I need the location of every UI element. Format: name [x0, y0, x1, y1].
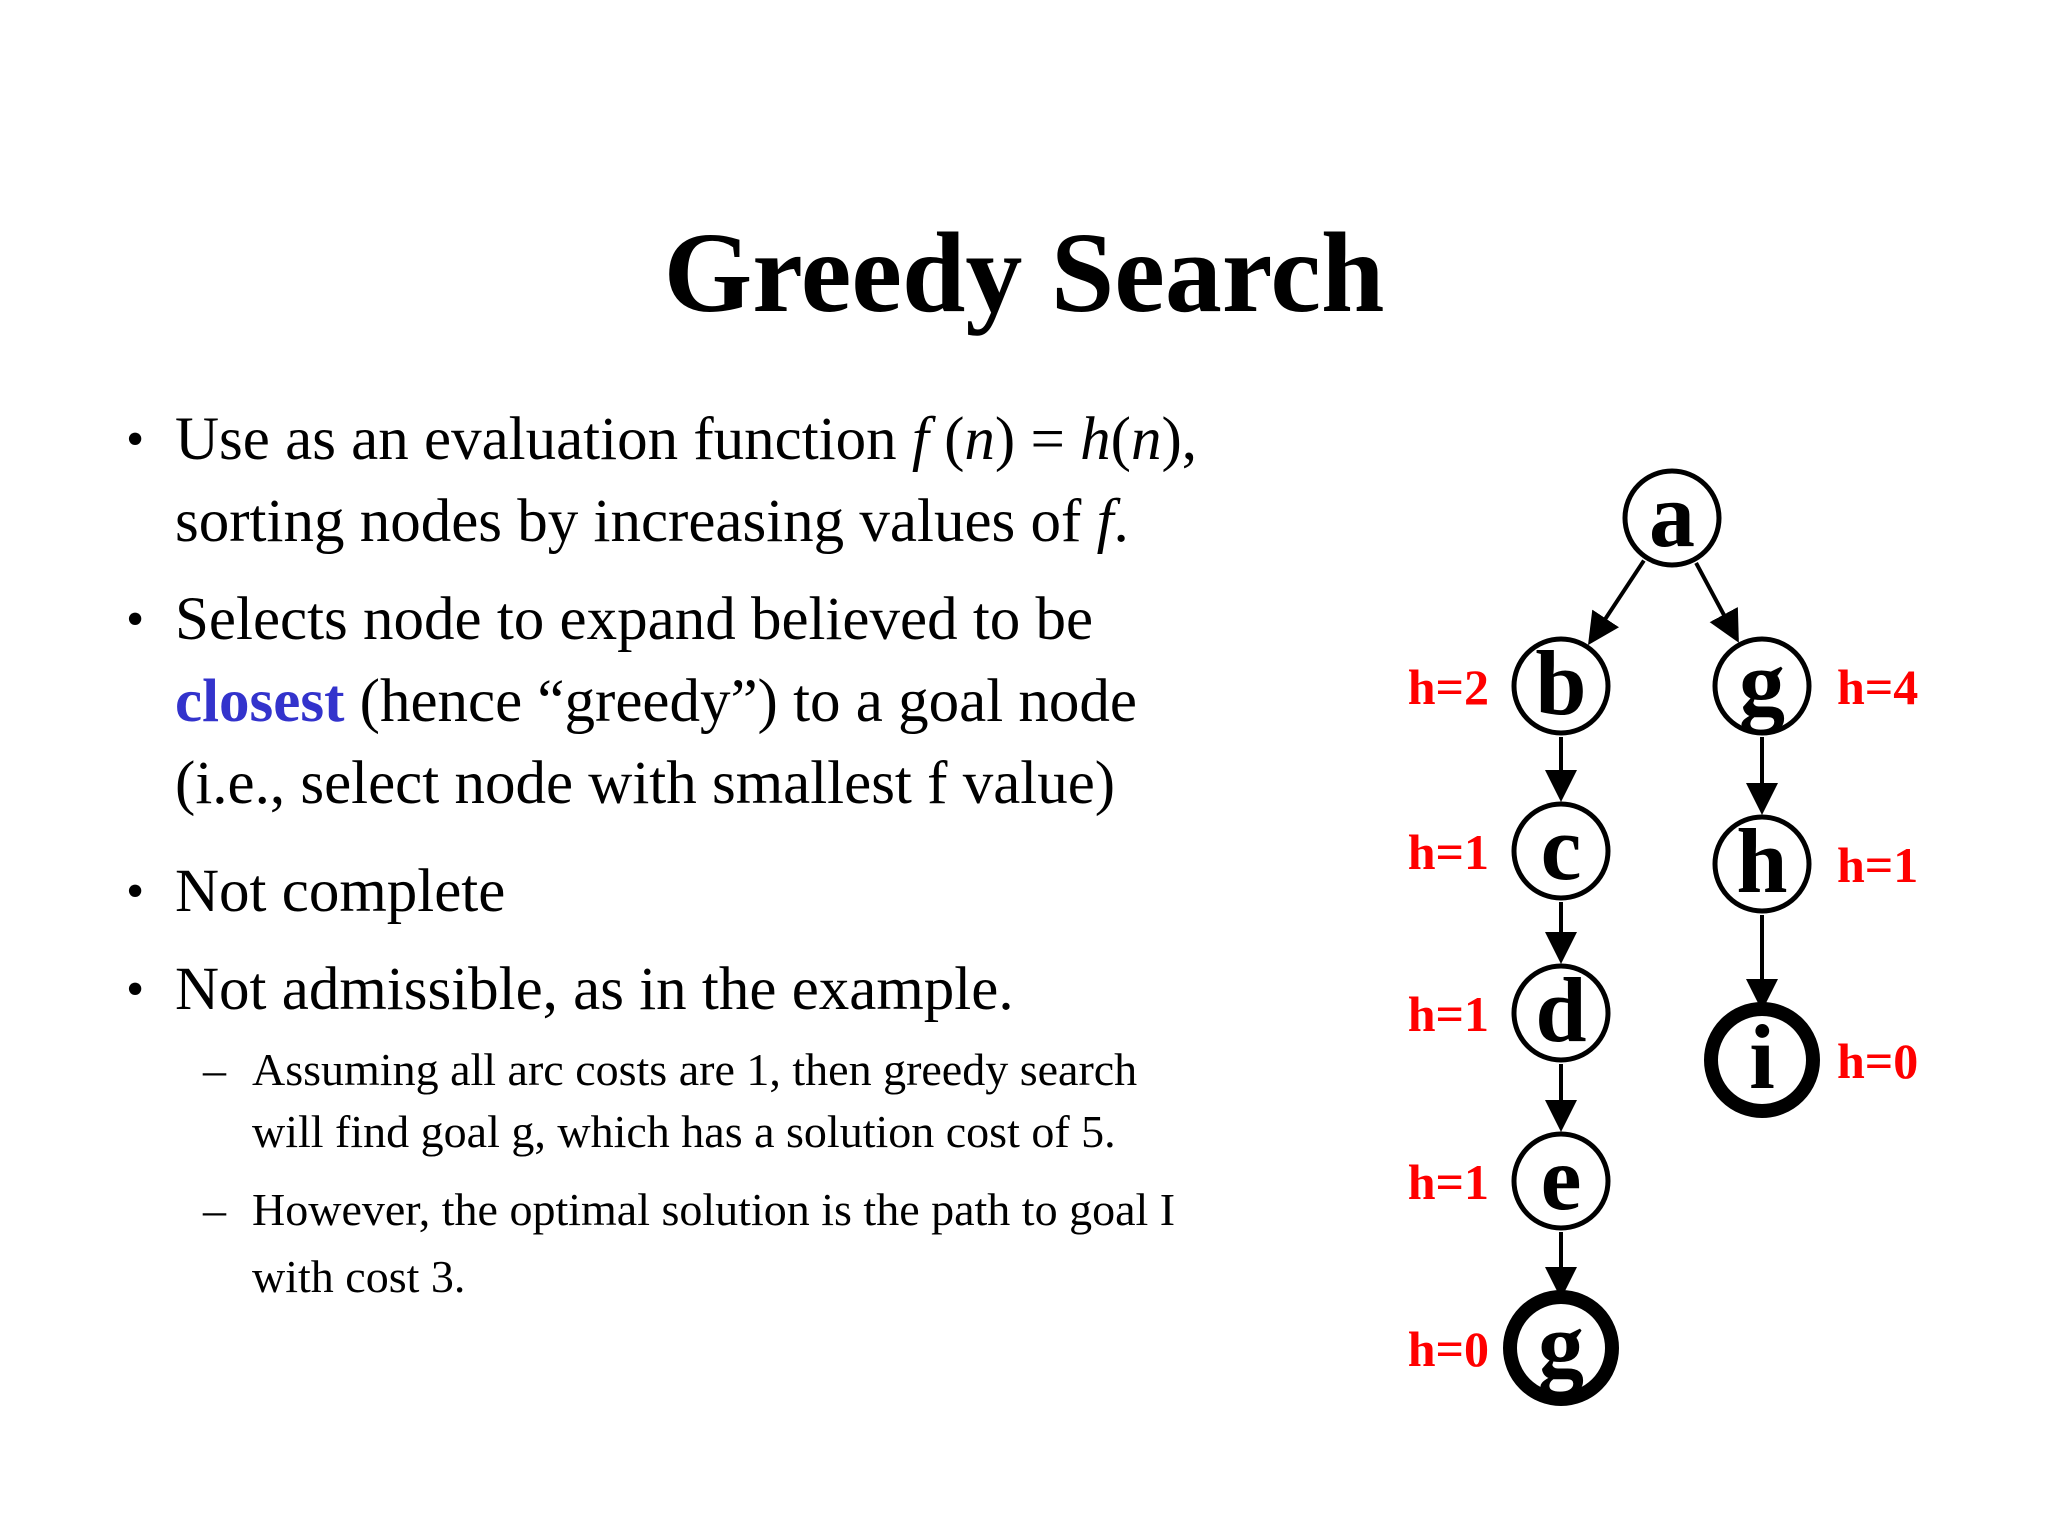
node-label: g [1739, 632, 1785, 734]
bullet-text: closest (hence “greedy”) to a goal node [175, 668, 1137, 735]
node-c [1408, 797, 1608, 899]
sub-bullet-text: However, the optimal solution is the path to goal I [252, 1184, 1176, 1235]
bullet-marker: • [126, 411, 145, 468]
highlight-closest: closest [175, 668, 345, 735]
node-label: c [1540, 797, 1582, 899]
bullet-text: Not complete [175, 858, 506, 925]
node-h [1715, 810, 1918, 912]
bullet-marker: • [126, 961, 145, 1018]
bullet-text: Not admissible, as in the example. [175, 956, 1014, 1023]
heuristic-label: h=4 [1837, 659, 1919, 715]
sub-bullet-text: will find goal g, which has a solution cost of 5. [252, 1106, 1116, 1157]
bullet-text: Selects node to expand believed to be [175, 586, 1094, 653]
bullet-text: sorting nodes by increasing values of f. [175, 488, 1129, 555]
bullet-text: (i.e., select node with smallest f value) [175, 750, 1116, 817]
heuristic-label: h=2 [1407, 659, 1489, 715]
node-g2 [1715, 632, 1918, 734]
node-label: d [1535, 959, 1587, 1061]
node-i [1711, 1006, 1918, 1111]
heuristic-label: h=1 [1407, 824, 1489, 880]
bullet-text: Use as an evaluation function f (n) = h(n), [175, 406, 1198, 473]
node-label: h [1736, 810, 1788, 912]
bullet-marker: • [126, 863, 145, 920]
bullet-marker: • [126, 591, 145, 648]
node-label: b [1535, 632, 1587, 734]
node-label: g [1538, 1294, 1584, 1396]
node-label: a [1649, 464, 1695, 566]
edge-a-b [1590, 561, 1644, 642]
node-g1 [1408, 1294, 1612, 1399]
sub-bullet-marker: – [203, 1044, 226, 1095]
edge-a-g2 [1696, 563, 1737, 639]
node-a [1625, 464, 1719, 566]
heuristic-label: h=0 [1837, 1033, 1919, 1089]
heuristic-label: h=0 [1407, 1321, 1489, 1377]
node-b [1408, 632, 1608, 734]
node-label: i [1749, 1006, 1775, 1108]
heuristic-label: h=1 [1407, 986, 1489, 1042]
sub-bullet-text: with cost 3. [252, 1251, 466, 1302]
node-label: e [1540, 1127, 1582, 1229]
sub-bullet-text: Assuming all arc costs are 1, then greedy search [252, 1044, 1138, 1095]
slide-title: Greedy Search [663, 209, 1385, 336]
sub-bullet-marker: – [203, 1184, 226, 1235]
node-e [1408, 1127, 1608, 1229]
heuristic-label: h=1 [1407, 1154, 1489, 1210]
node-d [1408, 959, 1608, 1061]
heuristic-label: h=1 [1837, 837, 1919, 893]
